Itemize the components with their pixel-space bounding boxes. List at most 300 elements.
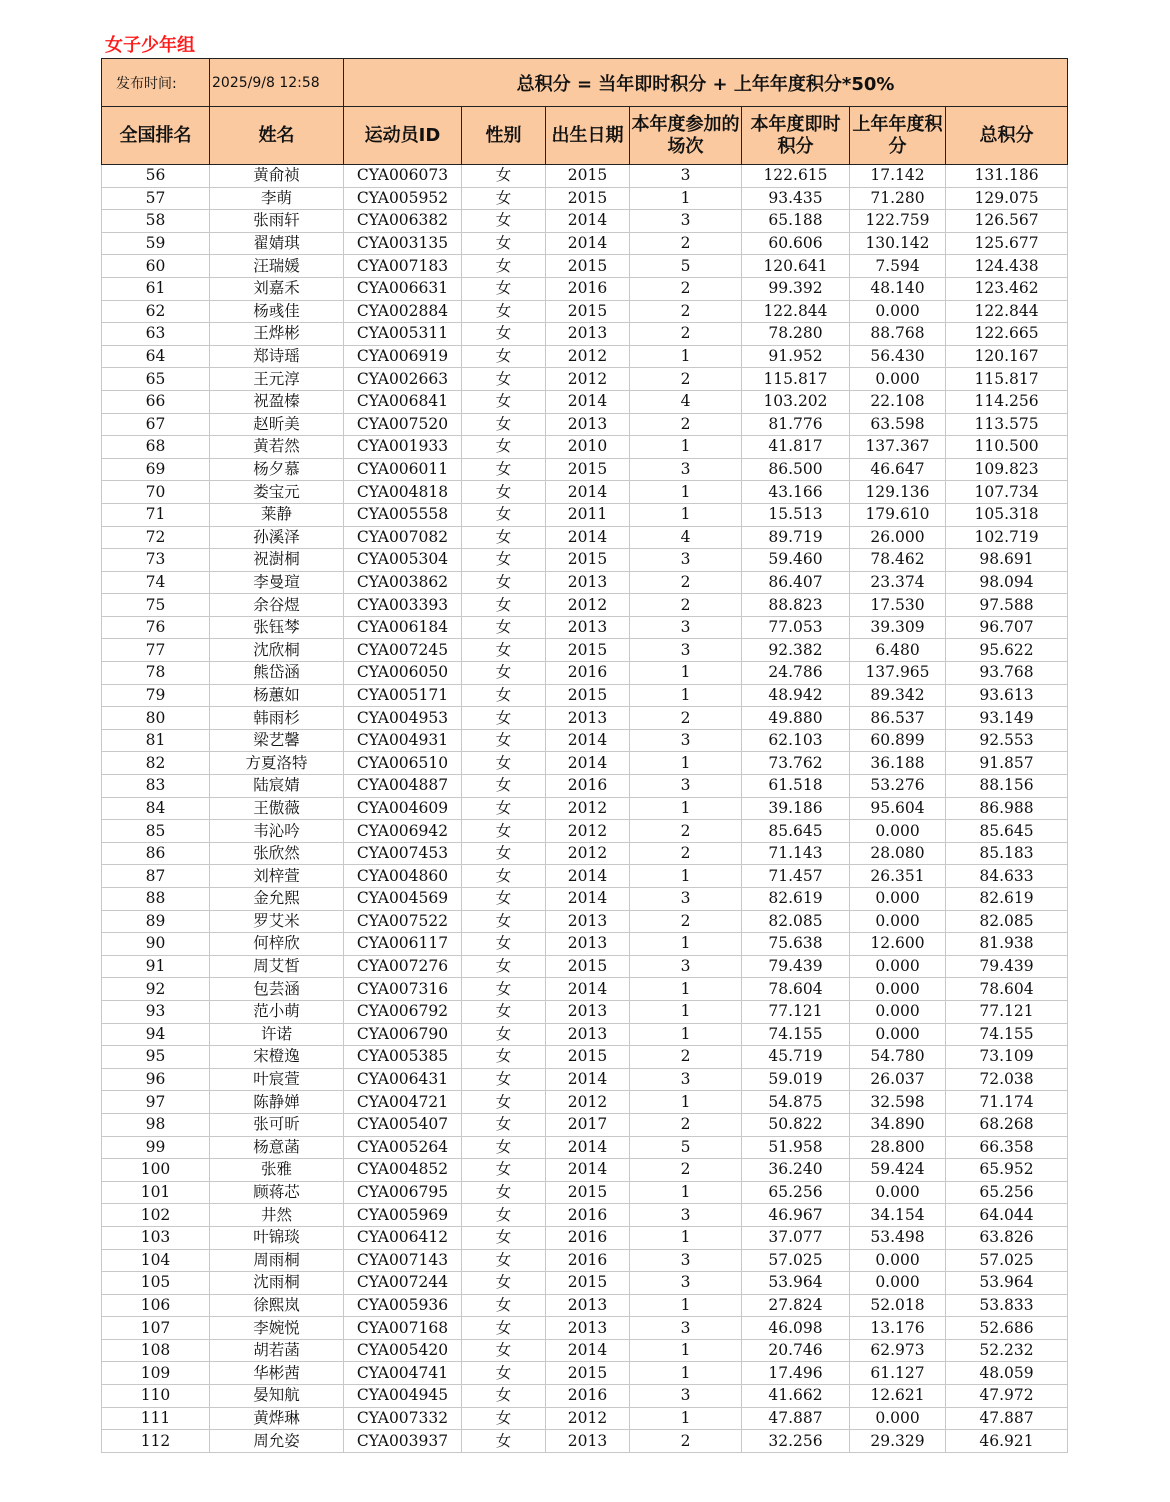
table-row — [102, 187, 1068, 210]
birth-year-cell: 2015 — [546, 684, 630, 707]
current-points-cell: 77.121 — [742, 1000, 850, 1023]
last-year-points-cell: 0.000 — [850, 1249, 946, 1272]
gender-cell: 女 — [462, 1046, 546, 1069]
table-row — [102, 210, 1068, 233]
events-cell: 3 — [630, 955, 742, 978]
table-row — [102, 1159, 1068, 1182]
total-points-cell: 120.167 — [946, 345, 1068, 368]
table-row — [102, 955, 1068, 978]
last-year-points-cell: 0.000 — [850, 1272, 946, 1295]
events-cell: 2 — [630, 571, 742, 594]
rank-cell: 105 — [102, 1272, 210, 1295]
table-row — [102, 662, 1068, 685]
table-row — [102, 436, 1068, 459]
name-cell: 张雨轩 — [210, 210, 344, 233]
name-cell: 韩雨杉 — [210, 707, 344, 730]
current-points-cell: 86.407 — [742, 571, 850, 594]
table-row — [102, 458, 1068, 481]
birth-year-cell: 2016 — [546, 1249, 630, 1272]
events-cell: 2 — [630, 368, 742, 391]
name-cell: 杨彧佳 — [210, 300, 344, 323]
table-row — [102, 526, 1068, 549]
ranking-sheet — [101, 34, 1067, 1453]
last-year-points-cell: 95.604 — [850, 797, 946, 820]
events-cell: 1 — [630, 752, 742, 775]
gender-cell: 女 — [462, 1023, 546, 1046]
name-cell: 方夏洛特 — [210, 752, 344, 775]
rank-cell: 73 — [102, 549, 210, 572]
name-cell: 莱静 — [210, 503, 344, 526]
events-cell: 3 — [630, 888, 742, 911]
events-cell: 1 — [630, 797, 742, 820]
birth-year-cell: 2015 — [546, 1362, 630, 1385]
last-year-points-cell: 39.309 — [850, 616, 946, 639]
current-points-cell: 115.817 — [742, 368, 850, 391]
rank-cell: 110 — [102, 1385, 210, 1408]
birth-year-cell: 2014 — [546, 888, 630, 911]
events-cell: 2 — [630, 300, 742, 323]
table-row — [102, 549, 1068, 572]
athlete-id-cell: CYA004953 — [344, 707, 462, 730]
birth-year-cell: 2016 — [546, 277, 630, 300]
name-cell: 熊岱涵 — [210, 662, 344, 685]
table-row — [102, 1272, 1068, 1295]
gender-cell: 女 — [462, 1068, 546, 1091]
table-row — [102, 1068, 1068, 1091]
ranking-rows — [102, 165, 1068, 1453]
birth-year-cell: 2016 — [546, 1385, 630, 1408]
rank-cell: 59 — [102, 232, 210, 255]
last-year-points-cell: 0.000 — [850, 1000, 946, 1023]
current-points-cell: 60.606 — [742, 232, 850, 255]
name-cell: 周允姿 — [210, 1430, 344, 1453]
birth-year-cell: 2014 — [546, 752, 630, 775]
current-points-cell: 73.762 — [742, 752, 850, 775]
birth-year-cell: 2013 — [546, 323, 630, 346]
total-points-cell: 81.938 — [946, 933, 1068, 956]
birth-year-cell: 2014 — [546, 729, 630, 752]
athlete-id-cell: CYA006050 — [344, 662, 462, 685]
score-formula: 总积分 = 当年即时积分 + 上年年度积分*50% — [344, 59, 1068, 107]
current-points-cell: 81.776 — [742, 413, 850, 436]
name-cell: 周艾皙 — [210, 955, 344, 978]
current-points-cell: 57.025 — [742, 1249, 850, 1272]
events-cell: 2 — [630, 232, 742, 255]
events-cell: 2 — [630, 820, 742, 843]
col-header-current-points: 本年度即时积分 — [742, 107, 850, 165]
events-cell: 1 — [630, 684, 742, 707]
current-points-cell: 122.844 — [742, 300, 850, 323]
rank-cell: 65 — [102, 368, 210, 391]
name-cell: 宋橙逸 — [210, 1046, 344, 1069]
events-cell: 5 — [630, 1136, 742, 1159]
athlete-id-cell: CYA004741 — [344, 1362, 462, 1385]
table-row — [102, 1294, 1068, 1317]
birth-year-cell: 2013 — [546, 1000, 630, 1023]
rank-cell: 103 — [102, 1226, 210, 1249]
name-cell: 刘嘉禾 — [210, 277, 344, 300]
table-row — [102, 165, 1068, 188]
rank-cell: 106 — [102, 1294, 210, 1317]
total-points-cell: 47.887 — [946, 1407, 1068, 1430]
current-points-cell: 99.392 — [742, 277, 850, 300]
table-row — [102, 978, 1068, 1001]
table-row — [102, 616, 1068, 639]
athlete-id-cell: CYA006795 — [344, 1181, 462, 1204]
athlete-id-cell: CYA006412 — [344, 1226, 462, 1249]
last-year-points-cell: 61.127 — [850, 1362, 946, 1385]
events-cell: 3 — [630, 1204, 742, 1227]
current-points-cell: 51.958 — [742, 1136, 850, 1159]
events-cell: 3 — [630, 616, 742, 639]
table-row — [102, 1317, 1068, 1340]
total-points-cell: 113.575 — [946, 413, 1068, 436]
current-points-cell: 91.952 — [742, 345, 850, 368]
gender-cell: 女 — [462, 865, 546, 888]
rank-cell: 93 — [102, 1000, 210, 1023]
rank-cell: 76 — [102, 616, 210, 639]
last-year-points-cell: 130.142 — [850, 232, 946, 255]
athlete-id-cell: CYA005304 — [344, 549, 462, 572]
name-cell: 胡若菡 — [210, 1339, 344, 1362]
gender-cell: 女 — [462, 662, 546, 685]
table-row — [102, 255, 1068, 278]
athlete-id-cell: CYA004569 — [344, 888, 462, 911]
current-points-cell: 61.518 — [742, 775, 850, 798]
current-points-cell: 41.662 — [742, 1385, 850, 1408]
current-points-cell: 82.085 — [742, 910, 850, 933]
birth-year-cell: 2014 — [546, 1068, 630, 1091]
events-cell: 1 — [630, 1294, 742, 1317]
total-points-cell: 107.734 — [946, 481, 1068, 504]
gender-cell: 女 — [462, 910, 546, 933]
last-year-points-cell: 54.780 — [850, 1046, 946, 1069]
events-cell: 2 — [630, 910, 742, 933]
total-points-cell: 125.677 — [946, 232, 1068, 255]
total-points-cell: 98.094 — [946, 571, 1068, 594]
current-points-cell: 82.619 — [742, 888, 850, 911]
birth-year-cell: 2015 — [546, 1272, 630, 1295]
table-row — [102, 1136, 1068, 1159]
athlete-id-cell: CYA006431 — [344, 1068, 462, 1091]
last-year-points-cell: 0.000 — [850, 910, 946, 933]
last-year-points-cell: 0.000 — [850, 368, 946, 391]
last-year-points-cell: 59.424 — [850, 1159, 946, 1182]
current-points-cell: 20.746 — [742, 1339, 850, 1362]
total-points-cell: 52.232 — [946, 1339, 1068, 1362]
current-points-cell: 120.641 — [742, 255, 850, 278]
events-cell: 1 — [630, 662, 742, 685]
total-points-cell: 73.109 — [946, 1046, 1068, 1069]
last-year-points-cell: 62.973 — [850, 1339, 946, 1362]
total-points-cell: 47.972 — [946, 1385, 1068, 1408]
last-year-points-cell: 129.136 — [850, 481, 946, 504]
gender-cell: 女 — [462, 1204, 546, 1227]
total-points-cell: 64.044 — [946, 1204, 1068, 1227]
table-row — [102, 1385, 1068, 1408]
athlete-id-cell: CYA005264 — [344, 1136, 462, 1159]
birth-year-cell: 2017 — [546, 1113, 630, 1136]
events-cell: 1 — [630, 1181, 742, 1204]
events-cell: 2 — [630, 594, 742, 617]
birth-year-cell: 2013 — [546, 413, 630, 436]
birth-year-cell: 2016 — [546, 775, 630, 798]
name-cell: 张雅 — [210, 1159, 344, 1182]
total-points-cell: 74.155 — [946, 1023, 1068, 1046]
events-cell: 4 — [630, 390, 742, 413]
name-cell: 杨夕慕 — [210, 458, 344, 481]
table-row — [102, 842, 1068, 865]
name-cell: 余谷煜 — [210, 594, 344, 617]
gender-cell: 女 — [462, 1226, 546, 1249]
current-points-cell: 71.143 — [742, 842, 850, 865]
last-year-points-cell: 22.108 — [850, 390, 946, 413]
ranking-table — [101, 58, 1068, 1453]
gender-cell: 女 — [462, 616, 546, 639]
total-points-cell: 126.567 — [946, 210, 1068, 233]
total-points-cell: 96.707 — [946, 616, 1068, 639]
rank-cell: 62 — [102, 300, 210, 323]
table-row — [102, 345, 1068, 368]
name-cell: 孙溪泽 — [210, 526, 344, 549]
name-cell: 金允熙 — [210, 888, 344, 911]
total-points-cell: 68.268 — [946, 1113, 1068, 1136]
athlete-id-cell: CYA005311 — [344, 323, 462, 346]
athlete-id-cell: CYA003393 — [344, 594, 462, 617]
gender-cell: 女 — [462, 729, 546, 752]
gender-cell: 女 — [462, 413, 546, 436]
birth-year-cell: 2011 — [546, 503, 630, 526]
events-cell: 1 — [630, 1000, 742, 1023]
last-year-points-cell: 0.000 — [850, 820, 946, 843]
current-points-cell: 36.240 — [742, 1159, 850, 1182]
athlete-id-cell: CYA007453 — [344, 842, 462, 865]
birth-year-cell: 2016 — [546, 1204, 630, 1227]
athlete-id-cell: CYA006790 — [344, 1023, 462, 1046]
gender-cell: 女 — [462, 1430, 546, 1453]
gender-cell: 女 — [462, 684, 546, 707]
rank-cell: 70 — [102, 481, 210, 504]
table-row — [102, 368, 1068, 391]
name-cell: 刘梓萱 — [210, 865, 344, 888]
events-cell: 3 — [630, 1317, 742, 1340]
events-cell: 2 — [630, 1159, 742, 1182]
gender-cell: 女 — [462, 232, 546, 255]
gender-cell: 女 — [462, 1317, 546, 1340]
athlete-id-cell: CYA007168 — [344, 1317, 462, 1340]
total-points-cell: 98.691 — [946, 549, 1068, 572]
birth-year-cell: 2013 — [546, 707, 630, 730]
rank-cell: 66 — [102, 390, 210, 413]
athlete-id-cell: CYA007183 — [344, 255, 462, 278]
gender-cell: 女 — [462, 345, 546, 368]
last-year-points-cell: 12.600 — [850, 933, 946, 956]
rank-cell: 99 — [102, 1136, 210, 1159]
current-points-cell: 62.103 — [742, 729, 850, 752]
last-year-points-cell: 0.000 — [850, 955, 946, 978]
last-year-points-cell: 71.280 — [850, 187, 946, 210]
col-header-total-points: 总积分 — [946, 107, 1068, 165]
name-cell: 范小萌 — [210, 1000, 344, 1023]
events-cell: 3 — [630, 729, 742, 752]
birth-year-cell: 2015 — [546, 300, 630, 323]
name-cell: 黄烨琳 — [210, 1407, 344, 1430]
table-row — [102, 1023, 1068, 1046]
total-points-cell: 71.174 — [946, 1091, 1068, 1114]
birth-year-cell: 2014 — [546, 481, 630, 504]
current-points-cell: 45.719 — [742, 1046, 850, 1069]
events-cell: 1 — [630, 436, 742, 459]
current-points-cell: 46.098 — [742, 1317, 850, 1340]
gender-cell: 女 — [462, 368, 546, 391]
birth-year-cell: 2015 — [546, 639, 630, 662]
events-cell: 2 — [630, 413, 742, 436]
name-cell: 陆宸婧 — [210, 775, 344, 798]
athlete-id-cell: CYA007143 — [344, 1249, 462, 1272]
rank-cell: 67 — [102, 413, 210, 436]
current-points-cell: 78.604 — [742, 978, 850, 1001]
gender-cell: 女 — [462, 481, 546, 504]
current-points-cell: 59.460 — [742, 549, 850, 572]
last-year-points-cell: 56.430 — [850, 345, 946, 368]
name-cell: 周雨桐 — [210, 1249, 344, 1272]
current-points-cell: 48.942 — [742, 684, 850, 707]
rank-cell: 83 — [102, 775, 210, 798]
rank-cell: 111 — [102, 1407, 210, 1430]
athlete-id-cell: CYA004818 — [344, 481, 462, 504]
last-year-points-cell: 122.759 — [850, 210, 946, 233]
total-points-cell: 46.921 — [946, 1430, 1068, 1453]
current-points-cell: 71.457 — [742, 865, 850, 888]
name-cell: 何梓欣 — [210, 933, 344, 956]
gender-cell: 女 — [462, 888, 546, 911]
table-row — [102, 933, 1068, 956]
last-year-points-cell: 52.018 — [850, 1294, 946, 1317]
athlete-id-cell: CYA005385 — [344, 1046, 462, 1069]
name-cell: 祝盈榛 — [210, 390, 344, 413]
events-cell: 2 — [630, 1430, 742, 1453]
current-points-cell: 46.967 — [742, 1204, 850, 1227]
table-row — [102, 684, 1068, 707]
col-header-gender: 性别 — [462, 107, 546, 165]
rank-cell: 72 — [102, 526, 210, 549]
col-header-last-year-points: 上年年度积分 — [850, 107, 946, 165]
birth-year-cell: 2012 — [546, 368, 630, 391]
name-cell: 郑诗瑶 — [210, 345, 344, 368]
table-row — [102, 232, 1068, 255]
total-points-cell: 48.059 — [946, 1362, 1068, 1385]
total-points-cell: 109.823 — [946, 458, 1068, 481]
name-cell: 包芸涵 — [210, 978, 344, 1001]
gender-cell: 女 — [462, 1362, 546, 1385]
last-year-points-cell: 13.176 — [850, 1317, 946, 1340]
table-row — [102, 1407, 1068, 1430]
rank-cell: 68 — [102, 436, 210, 459]
current-points-cell: 93.435 — [742, 187, 850, 210]
name-cell: 王元淳 — [210, 368, 344, 391]
events-cell: 3 — [630, 1249, 742, 1272]
last-year-points-cell: 34.890 — [850, 1113, 946, 1136]
name-cell: 李萌 — [210, 187, 344, 210]
birth-year-cell: 2014 — [546, 1136, 630, 1159]
table-row — [102, 503, 1068, 526]
total-points-cell: 57.025 — [946, 1249, 1068, 1272]
birth-year-cell: 2013 — [546, 1023, 630, 1046]
athlete-id-cell: CYA004887 — [344, 775, 462, 798]
name-cell: 杨蕙如 — [210, 684, 344, 707]
athlete-id-cell: CYA005952 — [344, 187, 462, 210]
events-cell: 1 — [630, 933, 742, 956]
gender-cell: 女 — [462, 1249, 546, 1272]
table-row — [102, 1430, 1068, 1453]
gender-cell: 女 — [462, 436, 546, 459]
athlete-id-cell: CYA006919 — [344, 345, 462, 368]
rank-cell: 63 — [102, 323, 210, 346]
name-cell: 祝澍桐 — [210, 549, 344, 572]
total-points-cell: 84.633 — [946, 865, 1068, 888]
birth-year-cell: 2015 — [546, 1181, 630, 1204]
last-year-points-cell: 179.610 — [850, 503, 946, 526]
athlete-id-cell: CYA006117 — [344, 933, 462, 956]
rank-cell: 97 — [102, 1091, 210, 1114]
last-year-points-cell: 26.000 — [850, 526, 946, 549]
name-cell: 王烨彬 — [210, 323, 344, 346]
gender-cell: 女 — [462, 1385, 546, 1408]
current-points-cell: 24.786 — [742, 662, 850, 685]
total-points-cell: 93.768 — [946, 662, 1068, 685]
table-row — [102, 707, 1068, 730]
name-cell: 翟婧琪 — [210, 232, 344, 255]
total-points-cell: 66.358 — [946, 1136, 1068, 1159]
athlete-id-cell: CYA007316 — [344, 978, 462, 1001]
total-points-cell: 115.817 — [946, 368, 1068, 391]
birth-year-cell: 2014 — [546, 232, 630, 255]
name-cell: 叶宸萱 — [210, 1068, 344, 1091]
name-cell: 井然 — [210, 1204, 344, 1227]
last-year-points-cell: 7.594 — [850, 255, 946, 278]
events-cell: 2 — [630, 323, 742, 346]
table-row — [102, 888, 1068, 911]
birth-year-cell: 2012 — [546, 820, 630, 843]
events-cell: 2 — [630, 842, 742, 865]
events-cell: 4 — [630, 526, 742, 549]
total-points-cell: 122.844 — [946, 300, 1068, 323]
last-year-points-cell: 36.188 — [850, 752, 946, 775]
gender-cell: 女 — [462, 549, 546, 572]
birth-year-cell: 2014 — [546, 210, 630, 233]
rank-cell: 107 — [102, 1317, 210, 1340]
table-row — [102, 390, 1068, 413]
gender-cell: 女 — [462, 955, 546, 978]
table-row — [102, 775, 1068, 798]
current-points-cell: 15.513 — [742, 503, 850, 526]
rank-cell: 61 — [102, 277, 210, 300]
total-points-cell: 82.619 — [946, 888, 1068, 911]
events-cell: 1 — [630, 503, 742, 526]
athlete-id-cell: CYA004945 — [344, 1385, 462, 1408]
table-row — [102, 413, 1068, 436]
total-points-cell: 85.183 — [946, 842, 1068, 865]
rank-cell: 58 — [102, 210, 210, 233]
current-points-cell: 85.645 — [742, 820, 850, 843]
rank-cell: 112 — [102, 1430, 210, 1453]
athlete-id-cell: CYA005420 — [344, 1339, 462, 1362]
last-year-points-cell: 6.480 — [850, 639, 946, 662]
athlete-id-cell: CYA001933 — [344, 436, 462, 459]
total-points-cell: 110.500 — [946, 436, 1068, 459]
current-points-cell: 79.439 — [742, 955, 850, 978]
events-cell: 3 — [630, 1068, 742, 1091]
